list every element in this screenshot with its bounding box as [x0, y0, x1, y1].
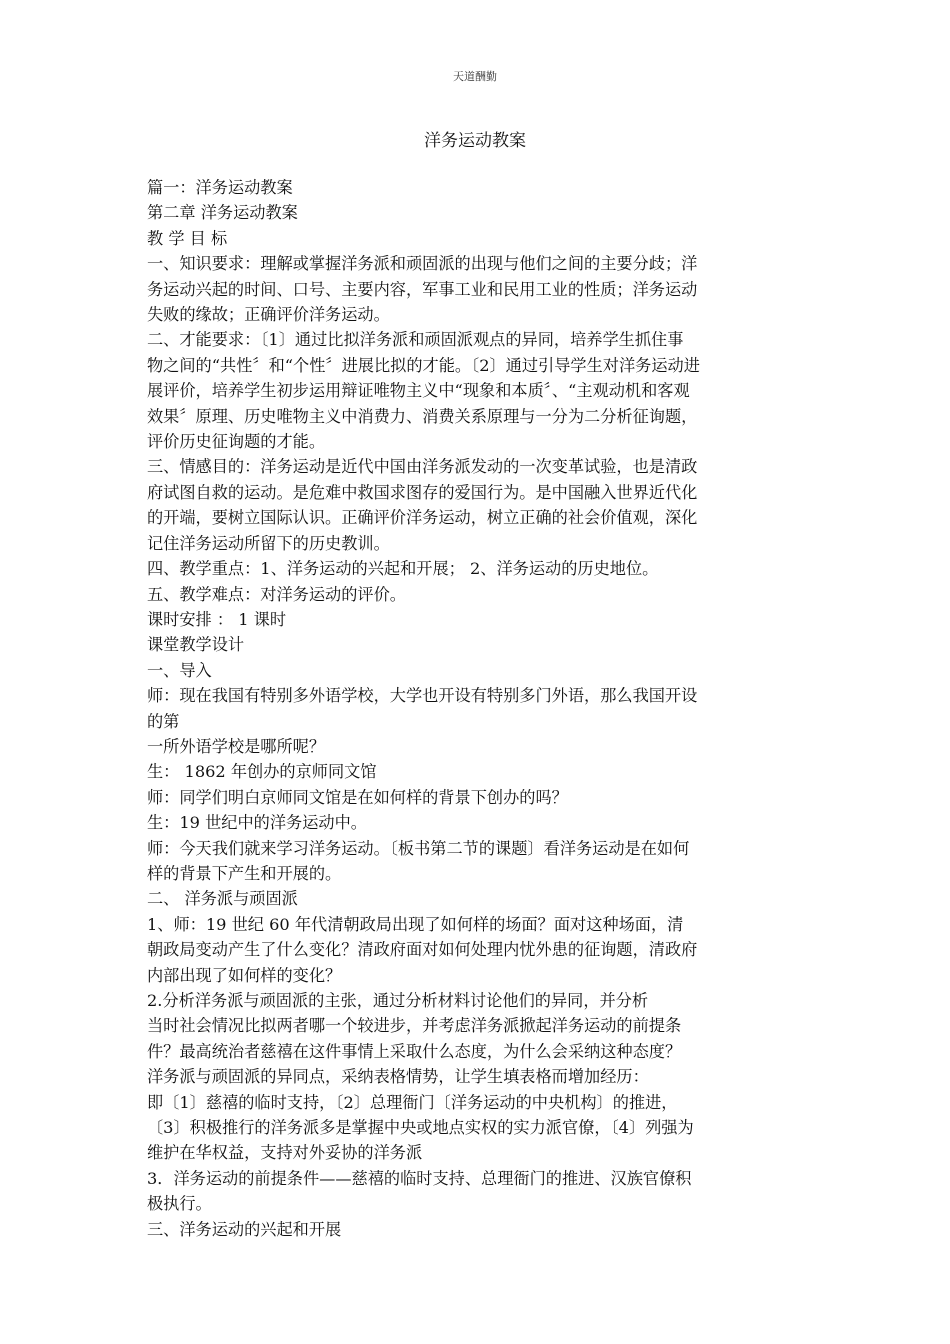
text-line: 一、导入	[147, 660, 212, 680]
text-line: 〔3〕积极推行的洋务派多是掌握中央或地点实权的实力派官僚，〔4〕列强为	[147, 1118, 694, 1138]
text-line: 府试图自救的运动。是危难中救国求图存的爱国行为。是中国融入世界近代化	[147, 482, 698, 502]
text-line: 2.分析洋务派与顽固派的主张，通过分析材料讨论他们的异同，并分析	[147, 991, 649, 1010]
text-line: 的第	[147, 711, 180, 731]
text-line: 三、情感目的：洋务运动是近代中国由洋务派发动的一次变革试验，也是清政	[147, 457, 698, 477]
text-line: 课时安排 ： 1 课时	[147, 609, 287, 629]
text-line: 样的背景下产生和开展的。	[147, 863, 342, 883]
text-line: 生： 1862 年创办的京师同文馆	[147, 762, 377, 782]
text-line: 洋务派与顽固派的异同点，采纳表格情势，让学生填表格而增加经历：	[147, 1067, 649, 1087]
text-line: 内部出现了如何样的变化？	[147, 965, 342, 985]
text-line: 效果〞原理、历史唯物主义中消费力、消费关系原理与一分为二分析征询题，	[147, 406, 698, 426]
text-line: 的开端，要树立国际认识。正确评价洋务运动，树立正确的社会价值观，深化	[147, 508, 698, 528]
text-line: 二、才能要求：〔1〕通过比拟洋务派和顽固派观点的异同，培养学生抓住事	[147, 330, 684, 350]
text-line: 记住洋务运动所留下的历史教训。	[147, 533, 390, 553]
text-line: 教 学 目 标	[147, 228, 228, 248]
text-line: 务运动兴起的时间、口号、主要内容，军事工业和民用工业的性质；洋务运动	[147, 279, 698, 299]
text-line: 生：19 世纪中的洋务运动中。	[147, 813, 367, 833]
text-line: 三、洋务运动的兴起和开展	[147, 1219, 342, 1239]
text-line: 当时社会情况比拟两者哪一个较进步，并考虑洋务派掀起洋务运动的前提条	[147, 1016, 682, 1036]
text-line: 五、教学难点：对洋务运动的评价。	[147, 584, 406, 604]
text-line: 评价历史征询题的才能。	[147, 432, 326, 452]
document-title: 洋务运动教案	[424, 131, 526, 151]
text-line: 失败的缘故；正确评价洋务运动。	[147, 305, 390, 325]
text-line: 篇一：洋务运动教案	[147, 178, 293, 197]
text-line: 朝政局变动产生了什么变化？清政府面对如何处理内忧外患的征询题，清政府	[147, 940, 698, 960]
text-line: 第二章 洋务运动教案	[147, 203, 298, 223]
text-line: 师：今天我们就来学习洋务运动。〔板书第二节的课题〕看洋务运动是在如何	[147, 838, 690, 858]
text-line: 展评价，培养学生初步运用辩证唯物主义中“现象和本质〞、“主观动机和客观	[147, 381, 690, 401]
text-line: 3．洋务运动的前提条件——慈禧的临时支持、总理衙门的推进、汉族官僚积	[147, 1168, 692, 1188]
text-line: 课堂教学设计	[147, 635, 245, 655]
text-line: 一、知识要求：理解或掌握洋务派和顽固派的出现与他们之间的主要分歧；洋	[147, 254, 698, 274]
text-line: 二、 洋务派与顽固派	[147, 889, 298, 909]
text-line: 1、师：19 世纪 60 年代清朝政局出现了如何样的场面？面对这种场面，清	[147, 914, 684, 934]
text-line: 师：现在我国有特别多外语学校，大学也开设有特别多门外语，那么我国开设	[147, 686, 698, 706]
text-line: 四、教学重点：1、洋务运动的兴起和开展； 2、洋务运动的历史地位。	[147, 559, 659, 579]
text-line: 一所外语学校是哪所呢？	[147, 736, 326, 756]
text-line: 维护在华权益，支持对外妥协的洋务派	[147, 1143, 423, 1163]
text-line: 极执行。	[147, 1194, 212, 1214]
text-line: 物之间的“共性〞和“个性〞进展比拟的才能。〔2〕通过引导学生对洋务运动进	[147, 355, 700, 375]
page-header: 天道酬勤	[453, 70, 497, 83]
text-line: 师：同学们明白京师同文馆是在如何样的背景下创办的吗？	[147, 787, 568, 807]
document-body	[147, 175, 807, 1242]
text-line: 即〔1〕慈禧的临时支持，〔2〕总理衙门〔洋务运动的中央机构〕的推进，	[147, 1092, 678, 1112]
text-line: 件？最高统治者慈禧在这件事情上采取什么态度，为什么会采纳这种态度？	[147, 1041, 682, 1061]
